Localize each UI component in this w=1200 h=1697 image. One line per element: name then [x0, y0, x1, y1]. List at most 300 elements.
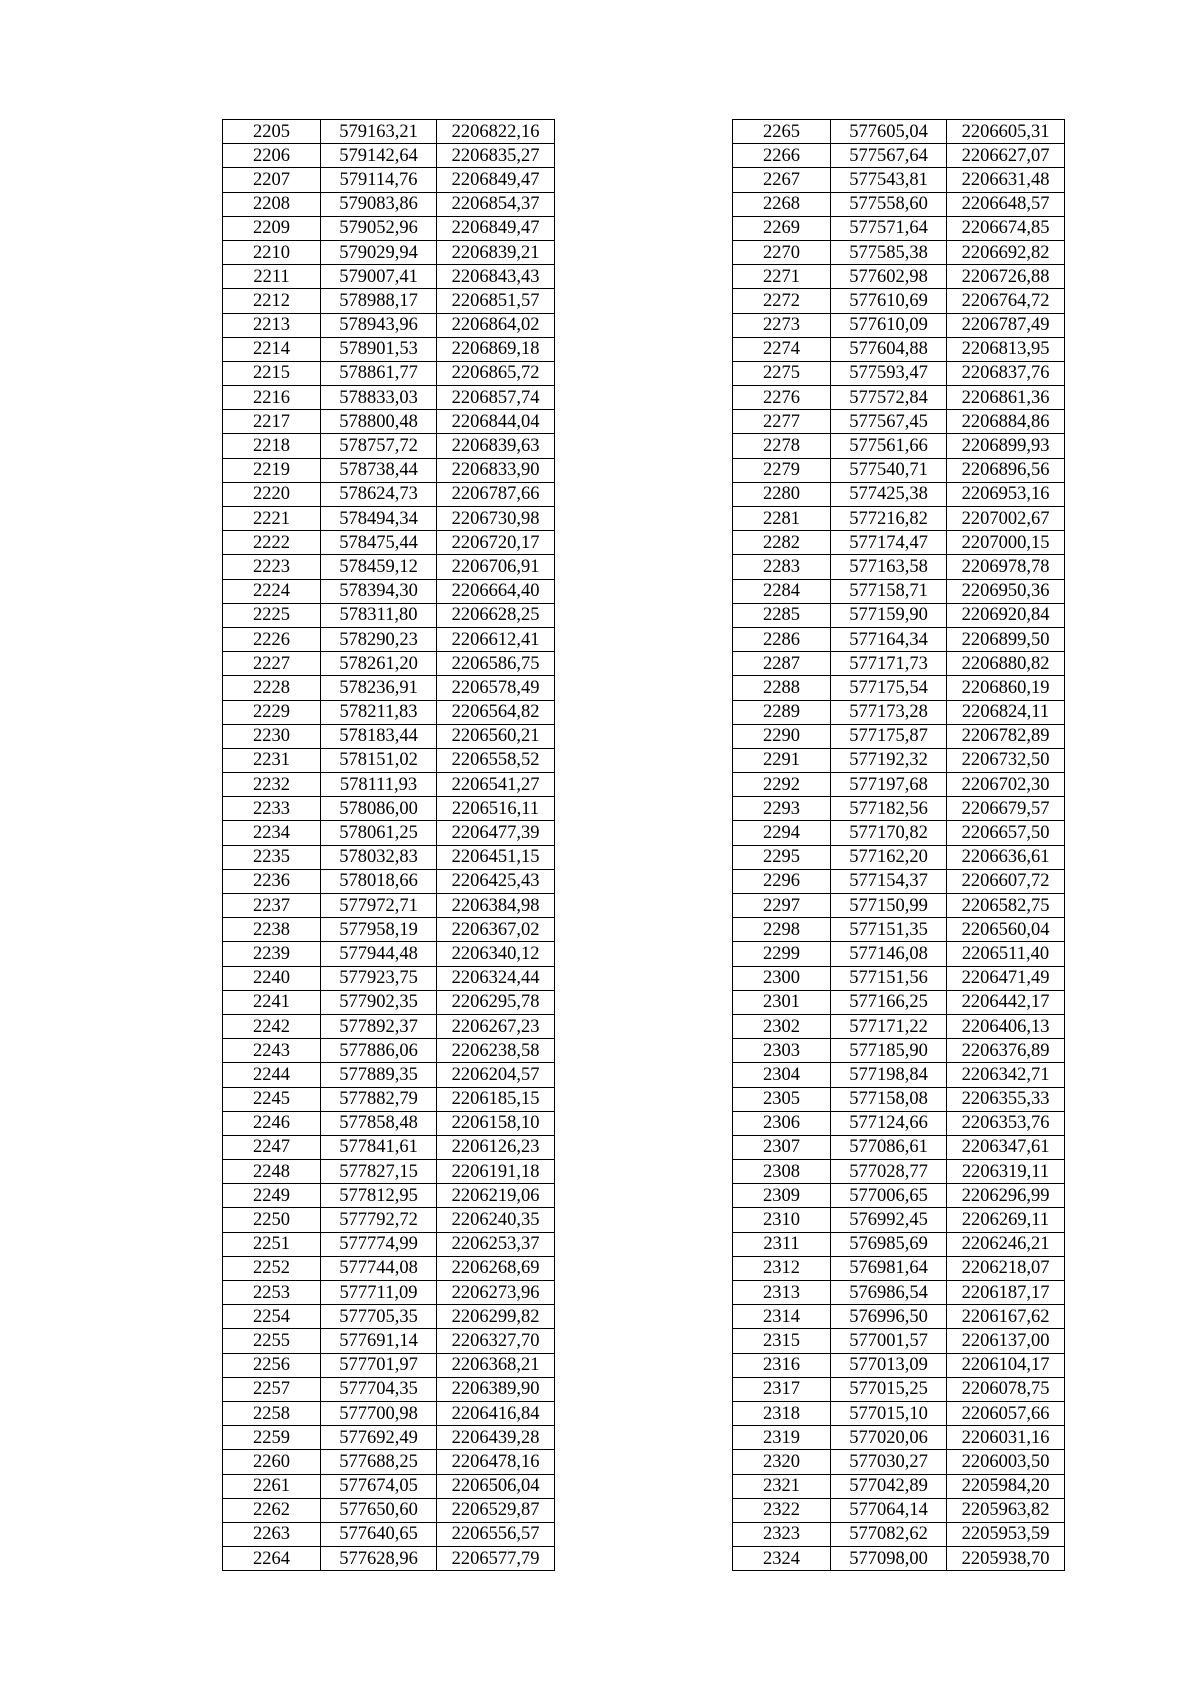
point-number-cell: 2293: [733, 797, 831, 821]
y-coordinate-cell: 2206471,49: [947, 966, 1065, 990]
point-number-cell: 2306: [733, 1111, 831, 1135]
point-number-cell: 2285: [733, 603, 831, 627]
point-number-cell: 2311: [733, 1232, 831, 1256]
point-number-cell: 2221: [223, 507, 321, 531]
table-row: [223, 313, 555, 337]
point-number-cell: 2247: [223, 1135, 321, 1159]
point-number-cell: 2225: [223, 603, 321, 627]
y-coordinate-cell: 2206384,98: [437, 894, 555, 918]
table-row: [733, 1087, 1065, 1111]
table-row: [733, 531, 1065, 555]
table-row: [223, 1377, 555, 1401]
y-coordinate-cell: 2205938,70: [947, 1547, 1065, 1571]
x-coordinate-cell: 577164,34: [831, 627, 947, 651]
y-coordinate-cell: 2206869,18: [437, 337, 555, 361]
point-number-cell: 2259: [223, 1426, 321, 1450]
x-coordinate-cell: 577902,35: [321, 990, 437, 1014]
point-number-cell: 2294: [733, 821, 831, 845]
y-coordinate-cell: 2206296,99: [947, 1184, 1065, 1208]
x-coordinate-cell: 577889,35: [321, 1063, 437, 1087]
table-row: [733, 555, 1065, 579]
x-coordinate-cell: 577015,10: [831, 1401, 947, 1425]
x-coordinate-cell: 578290,23: [321, 627, 437, 651]
coordinates-table-left: [222, 119, 555, 1571]
point-number-cell: 2288: [733, 676, 831, 700]
y-coordinate-cell: 2207000,15: [947, 531, 1065, 555]
table-row: [223, 555, 555, 579]
y-coordinate-cell: 2206857,74: [437, 386, 555, 410]
y-coordinate-cell: 2206607,72: [947, 869, 1065, 893]
y-coordinate-cell: 2206953,16: [947, 482, 1065, 506]
table-row: [223, 845, 555, 869]
table-row: [223, 1547, 555, 1571]
y-coordinate-cell: 2206899,93: [947, 434, 1065, 458]
point-number-cell: 2255: [223, 1329, 321, 1353]
x-coordinate-cell: 577540,71: [831, 458, 947, 482]
y-coordinate-cell: 2206822,16: [437, 120, 555, 144]
table-row: [733, 1377, 1065, 1401]
table-row: [223, 1450, 555, 1474]
y-coordinate-cell: 2206367,02: [437, 918, 555, 942]
table-row: [223, 1208, 555, 1232]
table-row: [223, 579, 555, 603]
table-row: [223, 1474, 555, 1498]
y-coordinate-cell: 2206664,40: [437, 579, 555, 603]
y-coordinate-cell: 2206564,82: [437, 700, 555, 724]
y-coordinate-cell: 2206628,25: [437, 603, 555, 627]
table-row: [733, 676, 1065, 700]
x-coordinate-cell: 577610,69: [831, 289, 947, 313]
point-number-cell: 2230: [223, 724, 321, 748]
x-coordinate-cell: 577146,08: [831, 942, 947, 966]
y-coordinate-cell: 2206854,37: [437, 192, 555, 216]
x-coordinate-cell: 577858,48: [321, 1111, 437, 1135]
table-row: [733, 168, 1065, 192]
x-coordinate-cell: 577124,66: [831, 1111, 947, 1135]
table-row: [223, 144, 555, 168]
point-number-cell: 2214: [223, 337, 321, 361]
y-coordinate-cell: 2206238,58: [437, 1039, 555, 1063]
x-coordinate-cell: 577605,04: [831, 120, 947, 144]
table-row: [223, 966, 555, 990]
table-row: [223, 700, 555, 724]
x-coordinate-cell: 578861,77: [321, 361, 437, 385]
y-coordinate-cell: 2205984,20: [947, 1474, 1065, 1498]
point-number-cell: 2289: [733, 700, 831, 724]
table-row: [223, 797, 555, 821]
y-coordinate-cell: 2206648,57: [947, 192, 1065, 216]
y-coordinate-cell: 2206860,19: [947, 676, 1065, 700]
table-row: [223, 1305, 555, 1329]
x-coordinate-cell: 577701,97: [321, 1353, 437, 1377]
table-row: [733, 990, 1065, 1014]
table-row: [733, 482, 1065, 506]
point-number-cell: 2317: [733, 1377, 831, 1401]
x-coordinate-cell: 577705,35: [321, 1305, 437, 1329]
table-row: [733, 1522, 1065, 1546]
table-row: [733, 337, 1065, 361]
table-row: [223, 192, 555, 216]
y-coordinate-cell: 2206218,07: [947, 1256, 1065, 1280]
x-coordinate-cell: 579142,64: [321, 144, 437, 168]
table-row: [733, 579, 1065, 603]
table-row: [223, 482, 555, 506]
table-row: [733, 652, 1065, 676]
point-number-cell: 2261: [223, 1474, 321, 1498]
x-coordinate-cell: 577425,38: [831, 482, 947, 506]
y-coordinate-cell: 2206368,21: [437, 1353, 555, 1377]
x-coordinate-cell: 577028,77: [831, 1160, 947, 1184]
x-coordinate-cell: 578800,48: [321, 410, 437, 434]
x-coordinate-cell: 577173,28: [831, 700, 947, 724]
y-coordinate-cell: 2206416,84: [437, 1401, 555, 1425]
table-row: [733, 120, 1065, 144]
point-number-cell: 2287: [733, 652, 831, 676]
point-number-cell: 2258: [223, 1401, 321, 1425]
table-row: [223, 1522, 555, 1546]
table-row: [223, 1184, 555, 1208]
y-coordinate-cell: 2206104,17: [947, 1353, 1065, 1377]
point-number-cell: 2235: [223, 845, 321, 869]
y-coordinate-cell: 2206851,57: [437, 289, 555, 313]
y-coordinate-cell: 2206295,78: [437, 990, 555, 1014]
y-coordinate-cell: 2206732,50: [947, 748, 1065, 772]
table-row: [733, 821, 1065, 845]
y-coordinate-cell: 2206843,43: [437, 265, 555, 289]
table-row: [733, 700, 1065, 724]
point-number-cell: 2300: [733, 966, 831, 990]
y-coordinate-cell: 2206726,88: [947, 265, 1065, 289]
table-row: [223, 1498, 555, 1522]
point-number-cell: 2218: [223, 434, 321, 458]
x-coordinate-cell: 577171,22: [831, 1014, 947, 1038]
y-coordinate-cell: 2206824,11: [947, 700, 1065, 724]
y-coordinate-cell: 2206541,27: [437, 773, 555, 797]
y-coordinate-cell: 2205953,59: [947, 1522, 1065, 1546]
point-number-cell: 2206: [223, 144, 321, 168]
x-coordinate-cell: 577604,88: [831, 337, 947, 361]
point-number-cell: 2275: [733, 361, 831, 385]
y-coordinate-cell: 2206864,02: [437, 313, 555, 337]
table-row: [733, 144, 1065, 168]
x-coordinate-cell: 577064,14: [831, 1498, 947, 1522]
x-coordinate-cell: 577882,79: [321, 1087, 437, 1111]
y-coordinate-cell: 2206861,36: [947, 386, 1065, 410]
y-coordinate-cell: 2206706,91: [437, 555, 555, 579]
y-coordinate-cell: 2206560,04: [947, 918, 1065, 942]
x-coordinate-cell: 577001,57: [831, 1329, 947, 1353]
x-coordinate-cell: 577567,64: [831, 144, 947, 168]
x-coordinate-cell: 577700,98: [321, 1401, 437, 1425]
table-row: [223, 265, 555, 289]
x-coordinate-cell: 577593,47: [831, 361, 947, 385]
y-coordinate-cell: 2207002,67: [947, 507, 1065, 531]
x-coordinate-cell: 578236,91: [321, 676, 437, 700]
y-coordinate-cell: 2206267,23: [437, 1014, 555, 1038]
x-coordinate-cell: 577163,58: [831, 555, 947, 579]
point-number-cell: 2209: [223, 216, 321, 240]
x-coordinate-cell: 577567,45: [831, 410, 947, 434]
x-coordinate-cell: 577154,37: [831, 869, 947, 893]
point-number-cell: 2216: [223, 386, 321, 410]
point-number-cell: 2244: [223, 1063, 321, 1087]
x-coordinate-cell: 579029,94: [321, 240, 437, 264]
x-coordinate-cell: 577159,90: [831, 603, 947, 627]
coordinates-table-left-body: [223, 120, 555, 1571]
x-coordinate-cell: 577543,81: [831, 168, 947, 192]
y-coordinate-cell: 2206057,66: [947, 1401, 1065, 1425]
x-coordinate-cell: 577198,84: [831, 1063, 947, 1087]
point-number-cell: 2301: [733, 990, 831, 1014]
table-row: [733, 1401, 1065, 1425]
point-number-cell: 2320: [733, 1450, 831, 1474]
y-coordinate-cell: 2206813,95: [947, 337, 1065, 361]
y-coordinate-cell: 2206324,44: [437, 966, 555, 990]
y-coordinate-cell: 2206730,98: [437, 507, 555, 531]
table-row: [733, 434, 1065, 458]
coordinates-table-right: [732, 119, 1065, 1571]
table-row: [223, 1329, 555, 1353]
y-coordinate-cell: 2206406,13: [947, 1014, 1065, 1038]
table-row: [223, 120, 555, 144]
x-coordinate-cell: 577674,05: [321, 1474, 437, 1498]
point-number-cell: 2246: [223, 1111, 321, 1135]
point-number-cell: 2324: [733, 1547, 831, 1571]
point-number-cell: 2207: [223, 168, 321, 192]
y-coordinate-cell: 2206558,52: [437, 748, 555, 772]
y-coordinate-cell: 2206319,11: [947, 1160, 1065, 1184]
point-number-cell: 2302: [733, 1014, 831, 1038]
point-number-cell: 2227: [223, 652, 321, 676]
table-row: [223, 869, 555, 893]
y-coordinate-cell: 2206137,00: [947, 1329, 1065, 1353]
x-coordinate-cell: 578311,80: [321, 603, 437, 627]
y-coordinate-cell: 2206342,71: [947, 1063, 1065, 1087]
point-number-cell: 2245: [223, 1087, 321, 1111]
y-coordinate-cell: 2206627,07: [947, 144, 1065, 168]
table-row: [223, 1353, 555, 1377]
y-coordinate-cell: 2206556,57: [437, 1522, 555, 1546]
x-coordinate-cell: 577711,09: [321, 1281, 437, 1305]
point-number-cell: 2266: [733, 144, 831, 168]
y-coordinate-cell: 2206839,21: [437, 240, 555, 264]
table-row: [733, 1014, 1065, 1038]
x-coordinate-cell: 577151,56: [831, 966, 947, 990]
point-number-cell: 2263: [223, 1522, 321, 1546]
point-number-cell: 2286: [733, 627, 831, 651]
y-coordinate-cell: 2206340,12: [437, 942, 555, 966]
x-coordinate-cell: 578061,25: [321, 821, 437, 845]
x-coordinate-cell: 577216,82: [831, 507, 947, 531]
x-coordinate-cell: 577886,06: [321, 1039, 437, 1063]
table-row: [733, 240, 1065, 264]
x-coordinate-cell: 577175,87: [831, 724, 947, 748]
point-number-cell: 2280: [733, 482, 831, 506]
table-row: [733, 966, 1065, 990]
x-coordinate-cell: 578211,83: [321, 700, 437, 724]
point-number-cell: 2295: [733, 845, 831, 869]
x-coordinate-cell: 577610,09: [831, 313, 947, 337]
point-number-cell: 2228: [223, 676, 321, 700]
x-coordinate-cell: 577171,73: [831, 652, 947, 676]
point-number-cell: 2304: [733, 1063, 831, 1087]
x-coordinate-cell: 577841,61: [321, 1135, 437, 1159]
point-number-cell: 2262: [223, 1498, 321, 1522]
y-coordinate-cell: 2206273,96: [437, 1281, 555, 1305]
point-number-cell: 2307: [733, 1135, 831, 1159]
point-number-cell: 2271: [733, 265, 831, 289]
y-coordinate-cell: 2206442,17: [947, 990, 1065, 1014]
x-coordinate-cell: 577774,99: [321, 1232, 437, 1256]
x-coordinate-cell: 577958,19: [321, 918, 437, 942]
x-coordinate-cell: 577827,15: [321, 1160, 437, 1184]
point-number-cell: 2257: [223, 1377, 321, 1401]
x-coordinate-cell: 578988,17: [321, 289, 437, 313]
point-number-cell: 2322: [733, 1498, 831, 1522]
y-coordinate-cell: 2206679,57: [947, 797, 1065, 821]
table-row: [733, 289, 1065, 313]
table-row: [733, 1305, 1065, 1329]
y-coordinate-cell: 2206246,21: [947, 1232, 1065, 1256]
point-number-cell: 2296: [733, 869, 831, 893]
table-row: [223, 410, 555, 434]
y-coordinate-cell: 2206631,48: [947, 168, 1065, 192]
point-number-cell: 2236: [223, 869, 321, 893]
y-coordinate-cell: 2206078,75: [947, 1377, 1065, 1401]
y-coordinate-cell: 2206899,50: [947, 627, 1065, 651]
y-coordinate-cell: 2206837,76: [947, 361, 1065, 385]
x-coordinate-cell: 578111,93: [321, 773, 437, 797]
point-number-cell: 2281: [733, 507, 831, 531]
table-row: [733, 1498, 1065, 1522]
point-number-cell: 2272: [733, 289, 831, 313]
table-row: [733, 458, 1065, 482]
point-number-cell: 2242: [223, 1014, 321, 1038]
x-coordinate-cell: 577042,89: [831, 1474, 947, 1498]
point-number-cell: 2217: [223, 410, 321, 434]
x-coordinate-cell: 579114,76: [321, 168, 437, 192]
y-coordinate-cell: 2206478,16: [437, 1450, 555, 1474]
x-coordinate-cell: 576985,69: [831, 1232, 947, 1256]
y-coordinate-cell: 2206657,50: [947, 821, 1065, 845]
x-coordinate-cell: 579007,41: [321, 265, 437, 289]
point-number-cell: 2279: [733, 458, 831, 482]
x-coordinate-cell: 577744,08: [321, 1256, 437, 1280]
y-coordinate-cell: 2206191,18: [437, 1160, 555, 1184]
point-number-cell: 2274: [733, 337, 831, 361]
point-number-cell: 2241: [223, 990, 321, 1014]
point-number-cell: 2278: [733, 434, 831, 458]
point-number-cell: 2313: [733, 1281, 831, 1305]
x-coordinate-cell: 579163,21: [321, 120, 437, 144]
x-coordinate-cell: 577692,49: [321, 1426, 437, 1450]
y-coordinate-cell: 2206605,31: [947, 120, 1065, 144]
table-row: [733, 192, 1065, 216]
table-row: [223, 724, 555, 748]
table-row: [733, 942, 1065, 966]
table-row: [733, 1232, 1065, 1256]
point-number-cell: 2229: [223, 700, 321, 724]
y-coordinate-cell: 2206612,41: [437, 627, 555, 651]
table-row: [733, 1353, 1065, 1377]
y-coordinate-cell: 2206950,36: [947, 579, 1065, 603]
x-coordinate-cell: 577086,61: [831, 1135, 947, 1159]
point-number-cell: 2303: [733, 1039, 831, 1063]
table-row: [223, 676, 555, 700]
x-coordinate-cell: 577170,82: [831, 821, 947, 845]
point-number-cell: 2273: [733, 313, 831, 337]
table-row: [223, 821, 555, 845]
point-number-cell: 2205: [223, 120, 321, 144]
x-coordinate-cell: 578459,12: [321, 555, 437, 579]
x-coordinate-cell: 577150,99: [831, 894, 947, 918]
y-coordinate-cell: 2206674,85: [947, 216, 1065, 240]
x-coordinate-cell: 577650,60: [321, 1498, 437, 1522]
table-row: [223, 1160, 555, 1184]
table-row: [733, 361, 1065, 385]
table-row: [223, 1111, 555, 1135]
x-coordinate-cell: 577020,06: [831, 1426, 947, 1450]
x-coordinate-cell: 577151,35: [831, 918, 947, 942]
y-coordinate-cell: 2206031,16: [947, 1426, 1065, 1450]
table-row: [733, 1111, 1065, 1135]
x-coordinate-cell: 577923,75: [321, 966, 437, 990]
x-coordinate-cell: 577015,25: [831, 1377, 947, 1401]
y-coordinate-cell: 2206425,43: [437, 869, 555, 893]
point-number-cell: 2290: [733, 724, 831, 748]
y-coordinate-cell: 2206849,47: [437, 168, 555, 192]
y-coordinate-cell: 2206764,72: [947, 289, 1065, 313]
point-number-cell: 2265: [733, 120, 831, 144]
y-coordinate-cell: 2206844,04: [437, 410, 555, 434]
x-coordinate-cell: 577892,37: [321, 1014, 437, 1038]
table-row: [223, 240, 555, 264]
point-number-cell: 2319: [733, 1426, 831, 1450]
table-row: [733, 797, 1065, 821]
point-number-cell: 2212: [223, 289, 321, 313]
y-coordinate-cell: 2206880,82: [947, 652, 1065, 676]
x-coordinate-cell: 577792,72: [321, 1208, 437, 1232]
table-row: [733, 216, 1065, 240]
y-coordinate-cell: 2206835,27: [437, 144, 555, 168]
table-row: [733, 1208, 1065, 1232]
point-number-cell: 2213: [223, 313, 321, 337]
x-coordinate-cell: 578032,83: [321, 845, 437, 869]
x-coordinate-cell: 578901,53: [321, 337, 437, 361]
y-coordinate-cell: 2206636,61: [947, 845, 1065, 869]
point-number-cell: 2282: [733, 531, 831, 555]
x-coordinate-cell: 577006,65: [831, 1184, 947, 1208]
table-row: [733, 1426, 1065, 1450]
point-number-cell: 2270: [733, 240, 831, 264]
y-coordinate-cell: 2206158,10: [437, 1111, 555, 1135]
point-number-cell: 2250: [223, 1208, 321, 1232]
point-number-cell: 2308: [733, 1160, 831, 1184]
point-number-cell: 2222: [223, 531, 321, 555]
table-row: [733, 1329, 1065, 1353]
x-coordinate-cell: 577628,96: [321, 1547, 437, 1571]
y-coordinate-cell: 2206511,40: [947, 942, 1065, 966]
y-coordinate-cell: 2206219,06: [437, 1184, 555, 1208]
point-number-cell: 2269: [733, 216, 831, 240]
x-coordinate-cell: 578394,30: [321, 579, 437, 603]
y-coordinate-cell: 2206268,69: [437, 1256, 555, 1280]
y-coordinate-cell: 2206506,04: [437, 1474, 555, 1498]
table-row: [733, 724, 1065, 748]
x-coordinate-cell: 577944,48: [321, 942, 437, 966]
point-number-cell: 2316: [733, 1353, 831, 1377]
point-number-cell: 2240: [223, 966, 321, 990]
